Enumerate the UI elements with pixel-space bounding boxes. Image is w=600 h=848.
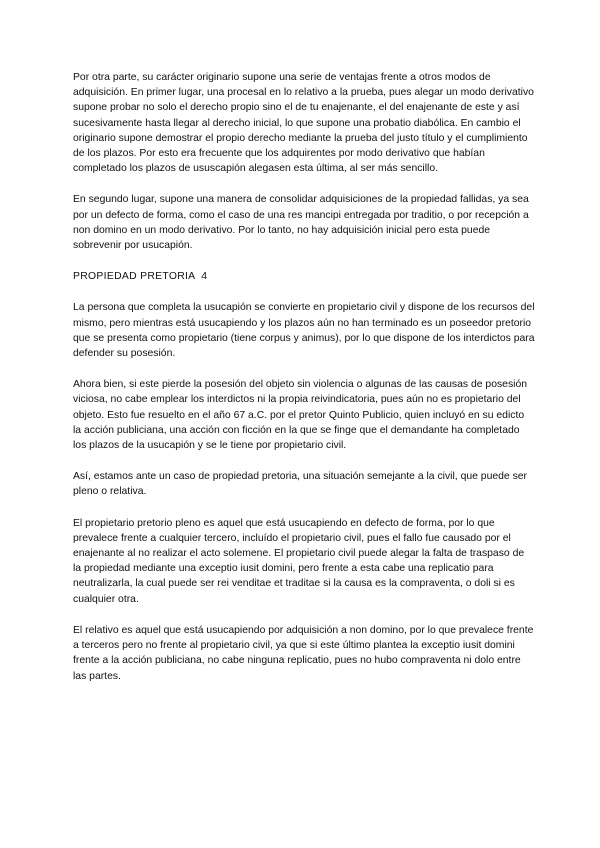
paragraph-praetorian-possessor: La persona que completa la usucapión se convierte en propietario civil y dispone de los recursos del mismo, pero mientras está usucapiendo y los plazos aún no han terminado es un poseedor pretorio que se presenta como propietario (tiene corpus y animus), por lo que dispone de los interdictos para defender su posesión. — [73, 302, 535, 360]
paragraph-relative-owner: El relativo es aquel que está usucapiendo por adquisición a non domino, por lo que prevalece frente a terceros pero no frente al propietario civil, ya que si este último plantea la exceptio iusit domini frente a la acción publiciana, no cabe ninguna replicatio, pues no hubo compraventa ni dolo entre las partes. — [73, 624, 534, 682]
paragraph-advantages: Por otra parte, su carácter originario supone una serie de ventajas frente a otros modos de adquisición. En primer lugar, una procesal en lo relativo a la prueba, pues alegar un modo derivativo supone probar no solo el derecho propio sino el de tu enajenante, el del enajenante de este y así sucesivamente hasta llegar al derecho inicial, lo que supone una probatio diabólica. En cambio el originario supone demostrar el propio derecho mediante la prueba del justo título y el cumplimiento de los plazos. Por esto era frecuente que los adquirentes por modo derivativo que habían completado los plazos de ususcapión alegasen esta última, al ser más sencillo. — [73, 72, 534, 175]
paragraph-praetorian-property: Así, estamos ante un caso de propiedad pretoria, una situación semejante a la civil, que puede ser pleno o relativa. — [73, 471, 528, 498]
paragraph-second-advantage: En segundo lugar, supone una manera de consolidar adquisiciones de la propiedad fallidas, ya sea por un defecto de forma, como el caso de una res mancipi entregada por traditio, o por recepción a non domino en un modo derivativo. Por lo tanto, no hay adquisición inicial pero esta puede sobrevenir por usucapión. — [73, 194, 529, 252]
document-page — [73, 70, 535, 700]
paragraph-publiciana-action: Ahora bien, si este pierde la posesión del objeto sin violencia o algunas de las causas de posesión viciosa, no cabe emplear los interdictos ni la propia reivindicatoria, pues aún no es propietario del objeto. Esto fue resuelto en el año 67 a.C. por el pretor Quinto Publicio, quien incluyó en su edicto la acción publiciana, una acción con ficción en la que se finge que el demandante ha completado los plazos de la usucapión y se le tiene por propietario civil. — [73, 379, 528, 452]
paragraph-full-owner: El propietario pretorio pleno es aquel que está usucapiendo en defecto de forma, por lo que prevalece frente a cualquier tercero, incluído el propietario civil, pues el fallo fue causado por el enajenante al no realizar el acto solemene. El propietario civil puede alegar la falta de traspaso de la propiedad mediante una exceptio iusit domini, pero frente a esta cabe una replicatio para neutralizarla, la cual puede ser rei venditae et traditae si la causa es la compraventa, o doli si es cualquier otra. — [73, 517, 525, 605]
section-heading: PROPIEDAD PRETORIA 4 — [73, 271, 208, 283]
